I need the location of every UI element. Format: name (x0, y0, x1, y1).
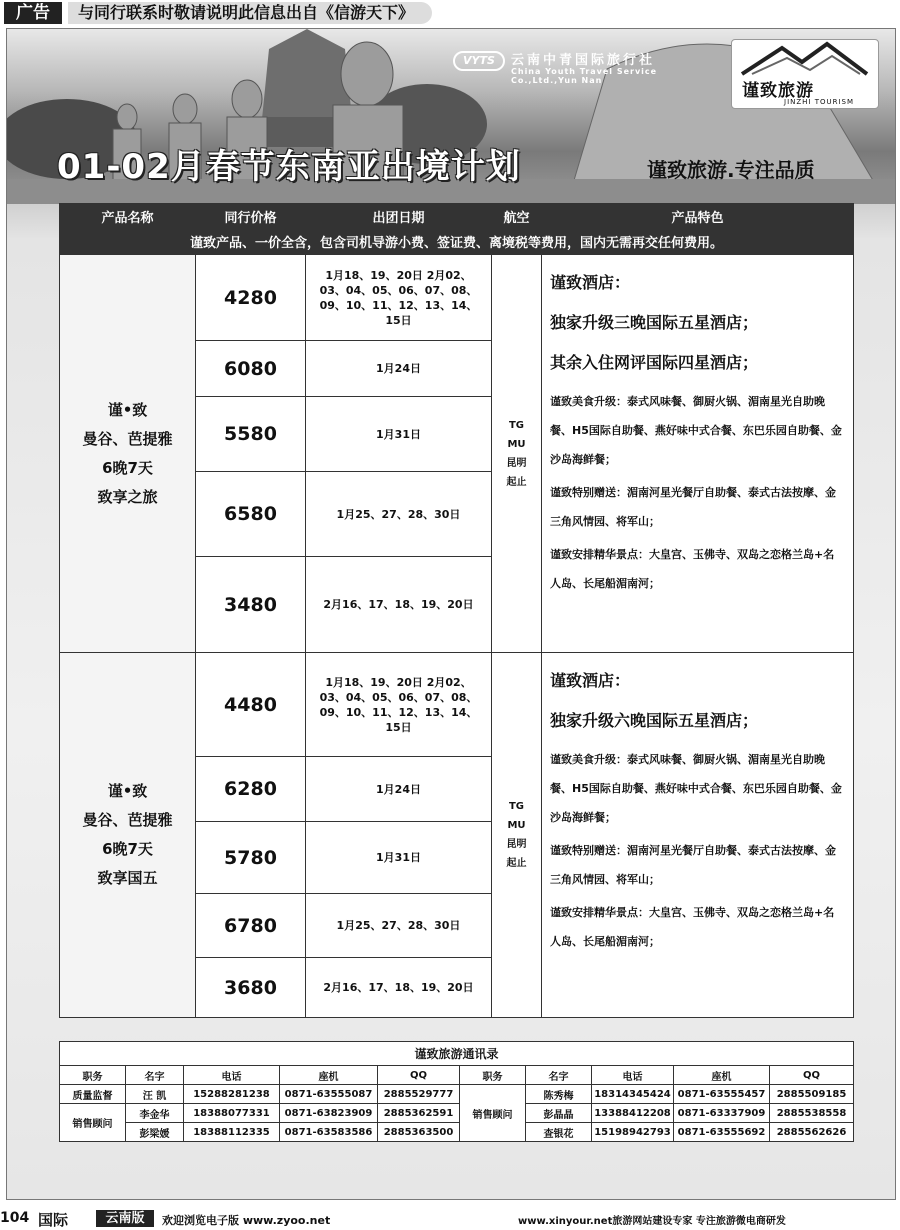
departure-date: 1月25、27、28、30日 (306, 472, 492, 557)
brand-name-en: JINZHI TOURISM (784, 98, 855, 106)
airline-line: 起止 (506, 476, 527, 488)
poster (6, 28, 896, 1200)
contact-header: QQ (770, 1066, 854, 1085)
product-name-line: 6晚7天 (102, 458, 153, 477)
departure-date: 1月31日 (306, 822, 492, 894)
price: 4480 (196, 653, 306, 757)
contact-phone: 18314345424 (592, 1085, 674, 1104)
header-product: 产品名称 (60, 204, 196, 229)
contact-qq: 2885562626 (770, 1123, 854, 1142)
table-row (60, 255, 854, 341)
product-name-line: 曼谷、芭提雅 (82, 429, 173, 448)
header-features: 产品特色 (542, 204, 854, 229)
contact-title-row (60, 1042, 854, 1066)
airline-line: 昆明 (506, 839, 527, 850)
product-name-line: 致享国五 (97, 869, 158, 887)
contact-landline: 0871-63583586 (280, 1123, 378, 1142)
price: 3680 (196, 958, 306, 1018)
product-name-line: 曼谷、芭提雅 (82, 811, 173, 829)
feature-gifts: 谨致特别赠送：湄南河星光餐厅自助餐、泰式古法按摩、金三角风情园、将军山； (550, 486, 836, 528)
product-features (542, 255, 854, 653)
contact-header: 座机 (280, 1066, 378, 1085)
mountain-icon (732, 40, 880, 76)
brand-mark: 谨致旅游 (742, 81, 814, 101)
ad-tag: 广告 (4, 2, 62, 24)
feature-hotel: 独家升级六晚国际五星酒店； (550, 711, 759, 730)
contact-name: 李金华 (126, 1104, 184, 1123)
product-name-line: 谨•致 (107, 400, 148, 419)
contact-row (60, 1085, 854, 1104)
contact-name: 查银花 (526, 1123, 592, 1142)
contact-qq: 2885529777 (378, 1085, 460, 1104)
contact-name: 彭梁媛 (126, 1123, 184, 1142)
price: 6780 (196, 894, 306, 958)
footer-link-zyoo[interactable]: 欢迎浏览电子版 www.zyoo.net (162, 1214, 331, 1227)
departure-date: 1月31日 (306, 397, 492, 472)
product-name-line: 致享之旅 (97, 487, 158, 506)
airline-line: 昆明 (506, 457, 527, 469)
table-row (60, 653, 854, 757)
contact-landline: 0871-63555692 (674, 1123, 770, 1142)
contact-role: 质量监督 (60, 1085, 126, 1104)
feature-meals: 谨致美食升级：泰式风味餐、御厨火锅、湄南星光自助晚餐、H5国际自助餐、燕好味中式合餐、东巴乐园自助餐、金沙岛海鲜餐； (550, 753, 842, 824)
airline-line: 起止 (506, 858, 527, 869)
contact-header: 电话 (592, 1066, 674, 1085)
page-footer (0, 1206, 900, 1230)
price: 6280 (196, 757, 306, 822)
contact-name: 彭晶晶 (526, 1104, 592, 1123)
contact-table (59, 1041, 854, 1142)
airline-line: TG (508, 419, 525, 431)
table-note-row (60, 229, 854, 255)
airline (492, 255, 542, 653)
price: 5580 (196, 397, 306, 472)
ad-notice: 与同行联系时敬请说明此信息出自《信游天下》 (68, 2, 432, 24)
contact-header: 名字 (126, 1066, 184, 1085)
contact-header: 名字 (526, 1066, 592, 1085)
price-note: 谨致产品、一价全含，包含司机导游小费、签证费、离境税等费用，国内无需再交任何费用。 (60, 229, 854, 255)
section-label: 国际 (38, 1211, 69, 1229)
airline-line: MU (507, 438, 526, 450)
departure-date: 1月25、27、28、30日 (306, 894, 492, 958)
price: 3480 (196, 557, 306, 653)
feature-sights: 谨致安排精华景点：大皇宫、玉佛寺、双岛之恋格兰岛+名人岛、长尾船湄南河； (550, 906, 835, 948)
departure-date: 2月16、17、18、19、20日 (306, 557, 492, 653)
departure-date: 1月18、19、20日 2月02、03、04、05、06、07、08、09、10、11、12、13、14、15日 (306, 255, 492, 341)
airline-line: TG (508, 801, 525, 812)
departure-date: 2月16、17、18、19、20日 (306, 958, 492, 1018)
departure-date: 1月24日 (306, 757, 492, 822)
contact-row (60, 1104, 854, 1123)
table-header-row (60, 204, 854, 229)
feature-gifts: 谨致特别赠送：湄南河星光餐厅自助餐、泰式古法按摩、金三角风情园、将军山； (550, 844, 836, 886)
footer-link-xinyour[interactable]: www.xinyour.net旅游网站建设专家 专注旅游微电商研发 (518, 1216, 786, 1227)
price: 6580 (196, 472, 306, 557)
contact-role: 销售顾问 (460, 1085, 526, 1142)
contact-landline: 0871-63337909 (674, 1104, 770, 1123)
contact-header: 职务 (60, 1066, 126, 1085)
company-name-cn: 云南中青国际旅行社 (511, 53, 656, 68)
contact-header: 职务 (460, 1066, 526, 1085)
contact-qq: 2885363500 (378, 1123, 460, 1142)
brand-logo (731, 39, 879, 109)
contact-qq: 2885538558 (770, 1104, 854, 1123)
product-name (60, 653, 196, 1018)
company-badge: VYTS (453, 51, 505, 71)
edition-badge: 云南版 (96, 1210, 154, 1227)
feature-hotel: 其余入住网评国际四星酒店； (550, 353, 759, 372)
contact-phone: 15288281238 (184, 1085, 280, 1104)
product-name-line: 6晚7天 (102, 840, 153, 858)
contact-phone: 18388077331 (184, 1104, 280, 1123)
price: 5780 (196, 822, 306, 894)
product-features (542, 653, 854, 1018)
contact-landline: 0871-63555087 (280, 1085, 378, 1104)
header-airline: 航空 (492, 204, 542, 229)
contact-header-row (60, 1066, 854, 1085)
header-date: 出团日期 (306, 204, 492, 229)
product-name (60, 255, 196, 653)
contact-header: 座机 (674, 1066, 770, 1085)
feature-hotel-title: 谨致酒店： (550, 671, 631, 690)
feature-meals: 谨致美食升级：泰式风味餐、御厨火锅、湄南星光自助晚餐、H5国际自助餐、燕好味中式合餐、东巴乐园自助餐、金沙岛海鲜餐； (550, 395, 842, 466)
departure-date: 1月18、19、20日 2月02、03、04、05、06、07、08、09、10、11、12、13、14、15日 (306, 653, 492, 757)
price: 4280 (196, 255, 306, 341)
contact-qq: 2885509185 (770, 1085, 854, 1104)
contact-phone: 15198942793 (592, 1123, 674, 1142)
feature-hotel-title: 谨致酒店： (550, 273, 631, 292)
contact-header: QQ (378, 1066, 460, 1085)
contact-phone: 13388412208 (592, 1104, 674, 1123)
ad-bar (0, 0, 900, 26)
contact-landline: 0871-63555457 (674, 1085, 770, 1104)
company-logo (453, 47, 723, 91)
feature-sights: 谨致安排精华景点：大皇宫、玉佛寺、双岛之恋格兰岛+名人岛、长尾船湄南河； (550, 548, 835, 590)
contact-row (60, 1123, 854, 1142)
price: 6080 (196, 341, 306, 397)
product-name-line: 谨•致 (107, 782, 148, 800)
contact-name: 陈秀梅 (526, 1085, 592, 1104)
product-table (59, 203, 854, 1018)
hero-banner (7, 29, 895, 204)
contact-header: 电话 (184, 1066, 280, 1085)
contact-landline: 0871-63823909 (280, 1104, 378, 1123)
slogan: 谨致旅游.专注品质 (647, 158, 815, 182)
airline-line: MU (507, 820, 526, 831)
page-number: 104 (0, 1210, 30, 1226)
contact-qq: 2885362591 (378, 1104, 460, 1123)
contact-name: 汪 凯 (126, 1085, 184, 1104)
contact-title: 谨致旅游通讯录 (60, 1042, 854, 1066)
feature-hotel: 独家升级三晚国际五星酒店； (550, 313, 759, 332)
contact-phone: 18388112335 (184, 1123, 280, 1142)
header-price: 同行价格 (196, 204, 306, 229)
departure-date: 1月24日 (306, 341, 492, 397)
page-title: 01-02月春节东南亚出境计划 (57, 147, 521, 187)
contact-role: 销售顾问 (60, 1104, 126, 1142)
company-name-en: China Youth Travel Service Co.,Ltd.,Yun Nan (511, 67, 658, 85)
airline (492, 653, 542, 1018)
